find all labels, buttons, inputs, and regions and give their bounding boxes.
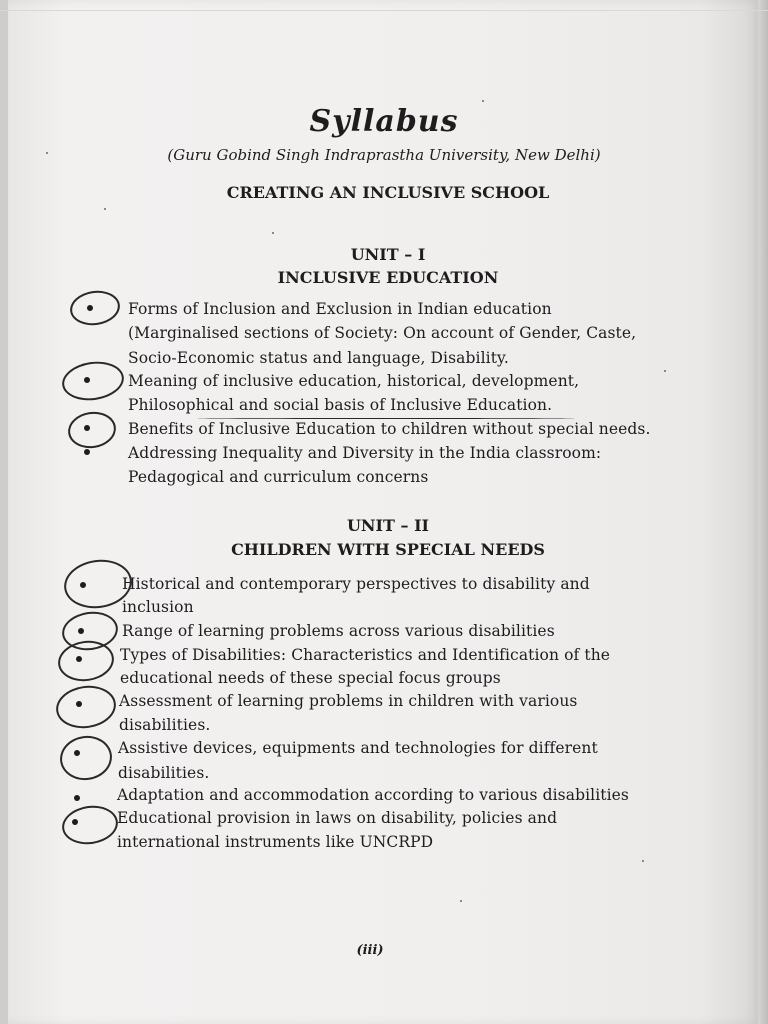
page-number: (iii) — [356, 943, 384, 958]
document-title: Syllabus — [309, 104, 459, 139]
paper-speck — [104, 208, 106, 210]
paper-speck — [272, 232, 274, 234]
unit1-line: Forms of Inclusion and Exclusion in Indian education — [128, 300, 552, 318]
unit1-line: Benefits of Inclusive Education to children without special needs. — [128, 420, 651, 438]
bullet-dot — [84, 449, 90, 455]
unit2-line: inclusion — [122, 598, 194, 616]
unit2-line: disabilities. — [118, 764, 210, 782]
unit2-line: Types of Disabilities: Characteristics and Identification of the — [120, 646, 611, 664]
unit1-line: (Marginalised sections of Society: On account of Gender, Caste, — [128, 324, 637, 342]
paper-speck — [460, 900, 462, 902]
unit2-line: disabilities. — [119, 716, 211, 734]
unit2-line: Educational provision in laws on disability, policies and — [117, 809, 558, 827]
paper-speck — [642, 860, 644, 862]
unit1-label: UNIT – I — [350, 245, 426, 264]
unit1-heading: INCLUSIVE EDUCATION — [277, 268, 499, 287]
unit1-line: Philosophical and social basis of Inclusive Education. — [128, 396, 553, 414]
page-fold-line — [0, 10, 768, 11]
unit1-line: Socio-Economic status and language, Disability. — [128, 349, 509, 367]
unit2-heading: CHILDREN WITH SPECIAL NEEDS — [231, 540, 545, 559]
unit1-line: Pedagogical and curriculum concerns — [128, 468, 429, 486]
paper-speck — [482, 100, 484, 102]
unit2-line: Assistive devices, equipments and technologies for different — [118, 739, 598, 757]
unit1-line: Addressing Inequality and Diversity in the India classroom: — [128, 444, 602, 462]
document-subtitle: (Guru Gobind Singh Indraprastha University, New Delhi) — [167, 146, 601, 164]
hand-drawn-underline — [196, 418, 576, 419]
unit2-line: Assessment of learning problems in children with various — [119, 692, 578, 710]
paper-speck — [664, 370, 666, 372]
bullet-dot — [74, 795, 80, 801]
unit2-label: UNIT – II — [346, 516, 430, 535]
unit2-line: Range of learning problems across various disabilities — [122, 622, 555, 640]
unit2-line: international instruments like UNCRPD — [117, 833, 434, 851]
unit2-line: educational needs of these special focus groups — [120, 669, 501, 687]
unit2-line: Historical and contemporary perspectives to disability and — [122, 575, 590, 593]
unit2-line: Adaptation and accommodation according to various disabilities — [117, 786, 629, 804]
unit1-line: Meaning of inclusive education, historical, development, — [128, 372, 580, 390]
course-title: CREATING AN INCLUSIVE SCHOOL — [226, 183, 550, 202]
